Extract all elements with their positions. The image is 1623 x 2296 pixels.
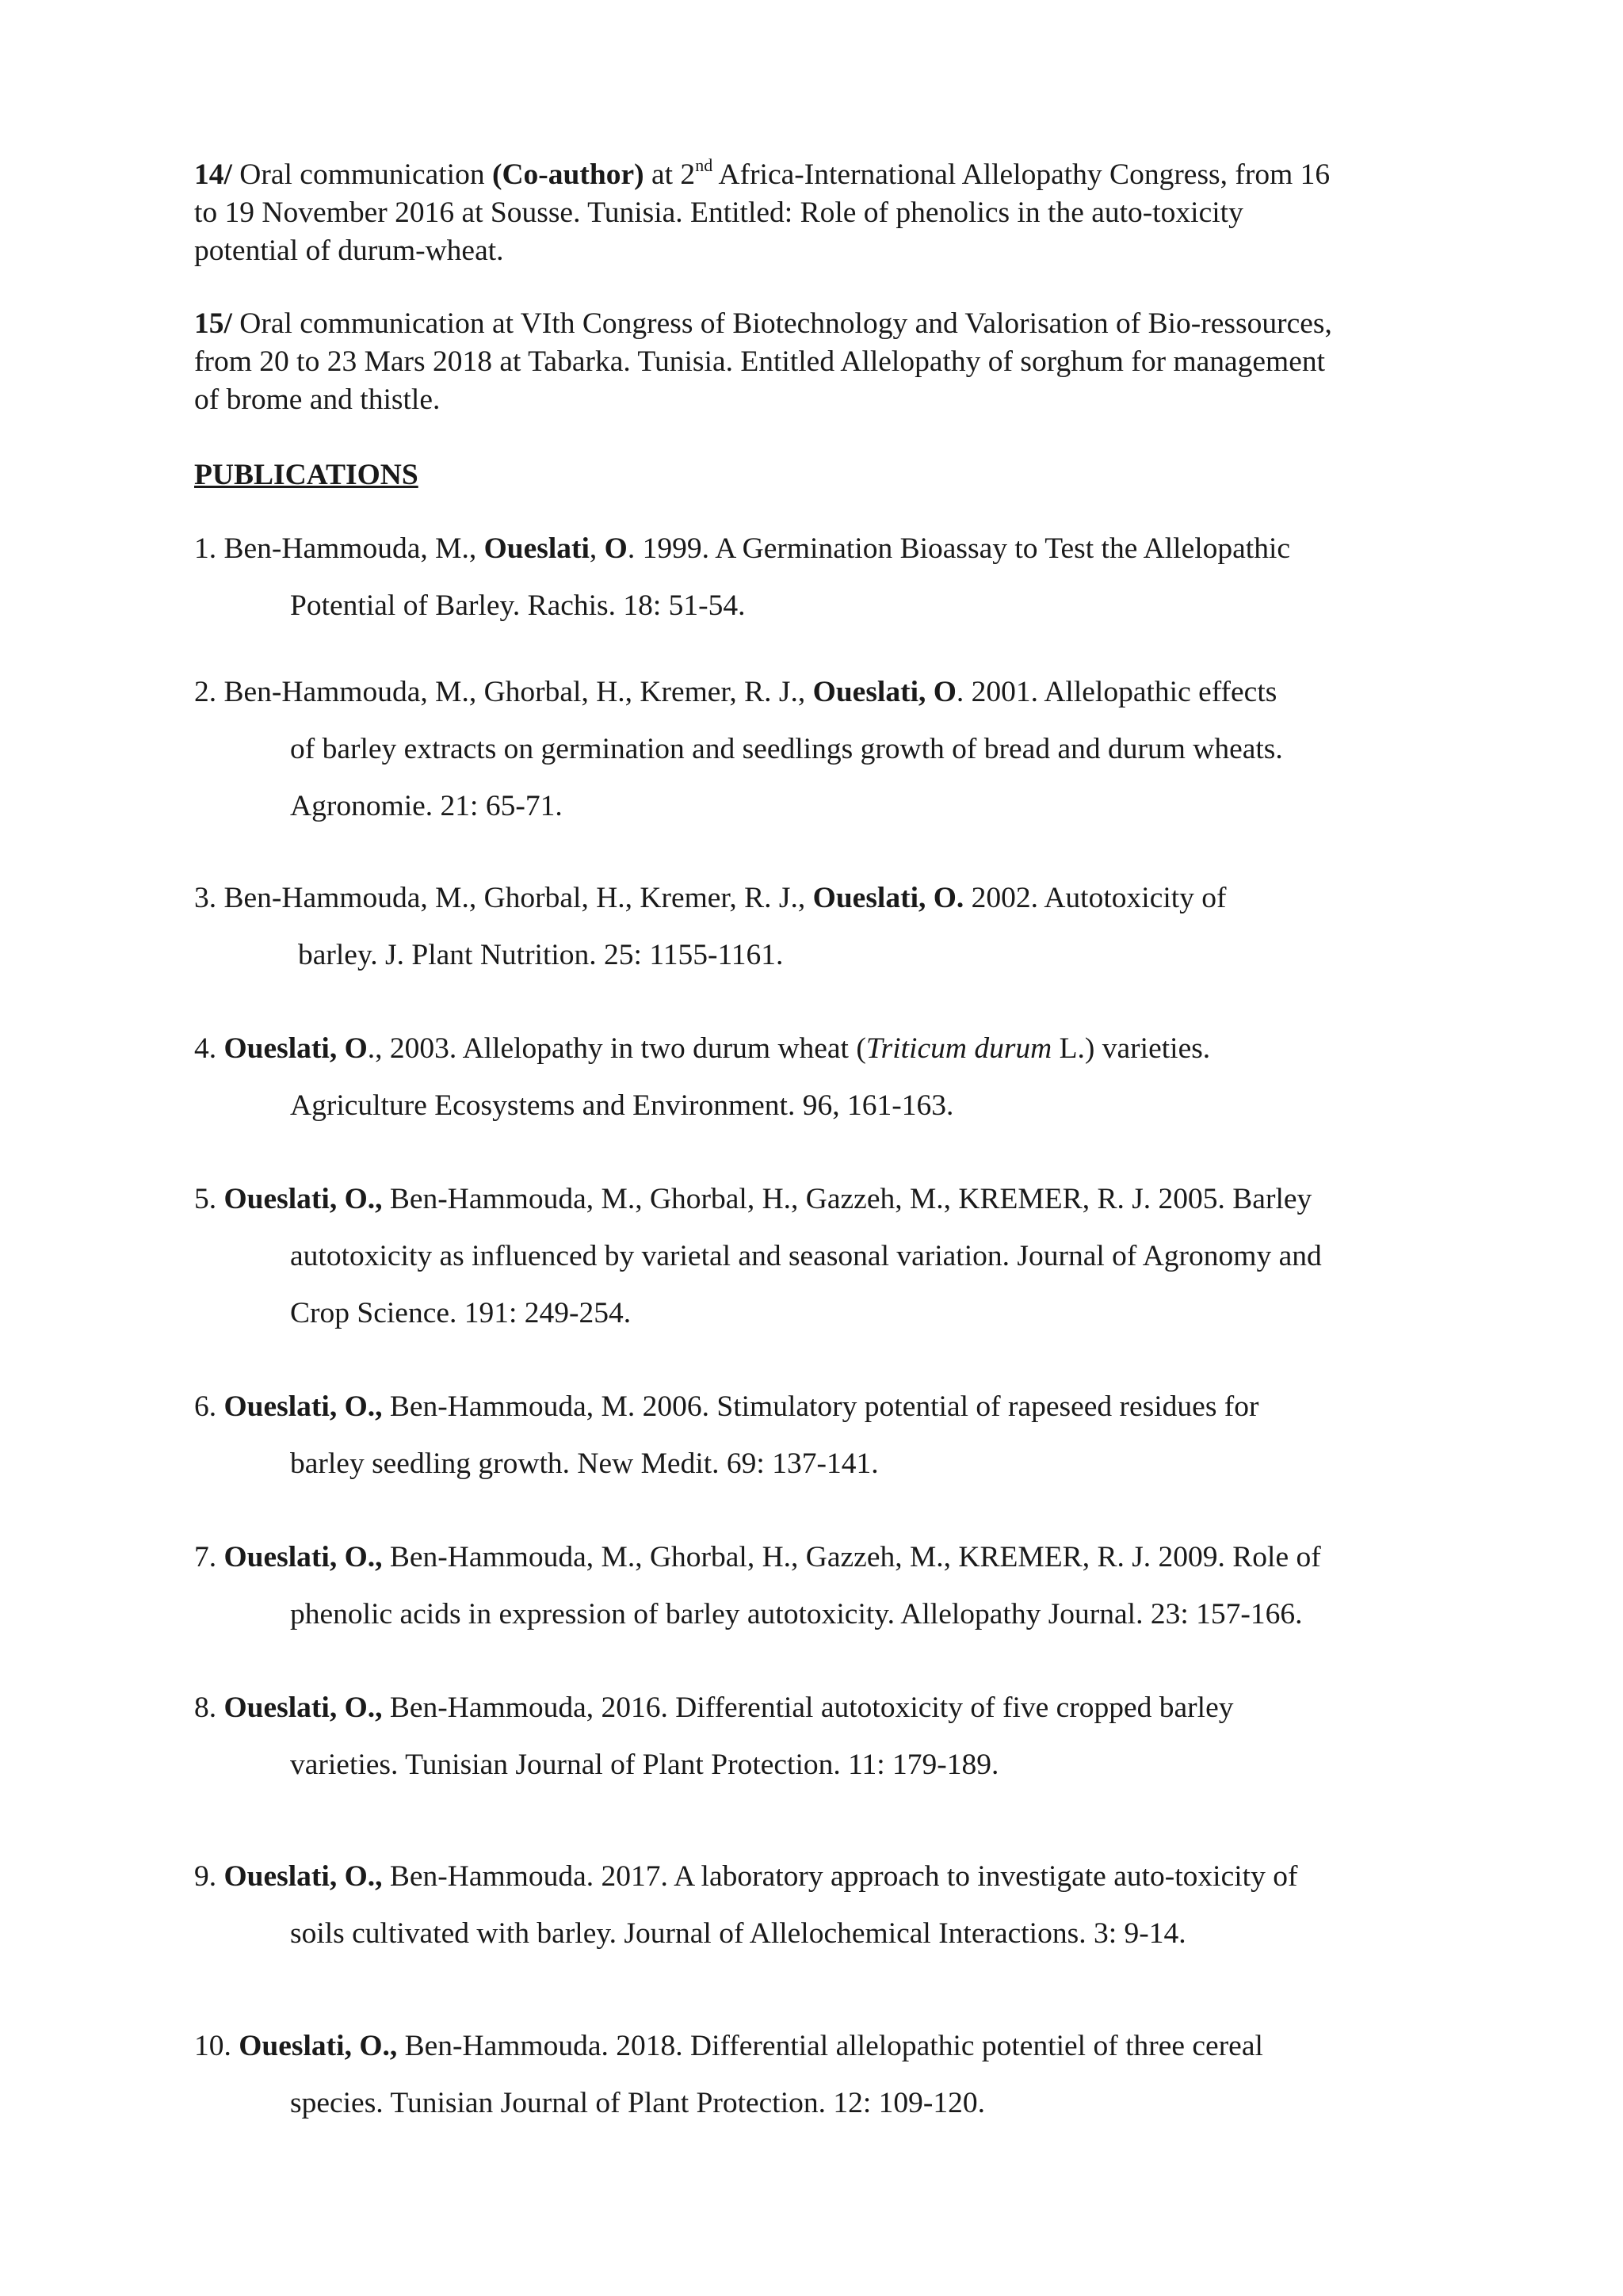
publication-2: 2. Ben-Hammouda, M., Ghorbal, H., Kremer, R. J., Oueslati, O. 2001. Allelopathic effects of barley extracts on germination and seedlings growth of bread and durum wheats. Agronomie. 21: 65-71.: [194, 676, 1283, 822]
communication-15-line-3: of brome and thistle.: [194, 383, 441, 416]
publication-9: 9. Oueslati, O., Ben-Hammouda. 2017. A laboratory approach to investigate auto-toxicity of soils cultivated with barley. Journal of Allelochemical Interactions. 3: 9-14.: [194, 1860, 1298, 1950]
author-highlight: Oueslati, O.,: [223, 1541, 383, 1573]
co-author-label: (Co-author): [491, 158, 644, 191]
author-highlight: O: [604, 532, 628, 565]
publication-1: 1. Ben-Hammouda, M., Oueslati, O. 1999. A Germination Bioassay to Test the Allelopathic Potential of Barley. Rachis. 18: 51-54.: [194, 532, 1291, 622]
publications-heading: PUBLICATIONS: [194, 459, 418, 491]
author-highlight: Oueslati: [483, 532, 590, 565]
species-name: Triticum durum: [865, 1032, 1052, 1065]
communication-15-line-2: from 20 to 23 Mars 2018 at Tabarka. Tunisia. Entitled Allelopathy of sorghum for management: [194, 345, 1326, 378]
communication-14-line-2: to 19 November 2016 at Sousse. Tunisia. Entitled: Role of phenolics in the auto-toxicity: [194, 196, 1243, 229]
author-highlight: Oueslati, O.,: [223, 1183, 383, 1215]
publication-7: 7. Oueslati, O., Ben-Hammouda, M., Ghorbal, H., Gazzeh, M., KREMER, R. J. 2009. Role of phenolic acids in expression of barley autotoxicity. Allelopathy Journal. 23: 157-166.: [194, 1541, 1321, 1630]
communication-15-line-1: 15/ Oral communication at VIth Congress of Biotechnology and Valorisation of Bio-ressources,: [194, 307, 1332, 340]
author-highlight: Oueslati, O: [223, 1032, 368, 1065]
author-highlight: Oueslati, O.,: [223, 1860, 383, 1893]
communication-number: 14/: [194, 158, 232, 191]
communication-14-line-3: potential of durum-wheat.: [194, 235, 504, 267]
publication-8: 8. Oueslati, O., Ben-Hammouda, 2016. Differential autotoxicity of five cropped barley varieties. Tunisian Journal of Plant Protection. 11: 179-189.: [194, 1691, 1234, 1781]
author-highlight: Oueslati, O.,: [239, 2030, 398, 2062]
publication-5: 5. Oueslati, O., Ben-Hammouda, M., Ghorbal, H., Gazzeh, M., KREMER, R. J. 2005. Barley autotoxicity as influenced by varietal and seasonal variation. Journal of Agronomy and Crop Science. 191: 249-254.: [194, 1183, 1322, 1329]
publication-10: 10. Oueslati, O., Ben-Hammouda. 2018. Differential allelopathic potentiel of three cereal species. Tunisian Journal of Plant Protection. 12: 109-120.: [194, 2030, 1263, 2119]
communication-14: [194, 156, 1462, 270]
publication-3: 3. Ben-Hammouda, M., Ghorbal, H., Kremer, R. J., Oueslati, O. 2002. Autotoxicity of barley. J. Plant Nutrition. 25: 1155-1161.: [194, 882, 1227, 971]
communication-number: 15/: [194, 307, 232, 340]
author-highlight: Oueslati, O.,: [223, 1691, 383, 1724]
ordinal-suffix: nd: [695, 155, 713, 175]
publication-4: 4. Oueslati, O., 2003. Allelopathy in two durum wheat (Triticum durum L.) varieties. Agriculture Ecosystems and Environment. 96, 161-163.: [194, 1032, 1211, 1122]
communication-14-line-1: 14/ Oral communication (Co-author) at 2nd Africa-International Allelopathy Congress, from 16: [194, 155, 1331, 191]
author-highlight: Oueslati, O.: [812, 882, 964, 914]
author-highlight: Oueslati, O.,: [223, 1390, 383, 1423]
author-highlight: Oueslati, O: [812, 676, 957, 708]
communication-15: [194, 305, 1462, 419]
publication-6: 6. Oueslati, O., Ben-Hammouda, M. 2006. Stimulatory potential of rapeseed residues for barley seedling growth. New Medit. 69: 137-141.: [194, 1390, 1259, 1480]
